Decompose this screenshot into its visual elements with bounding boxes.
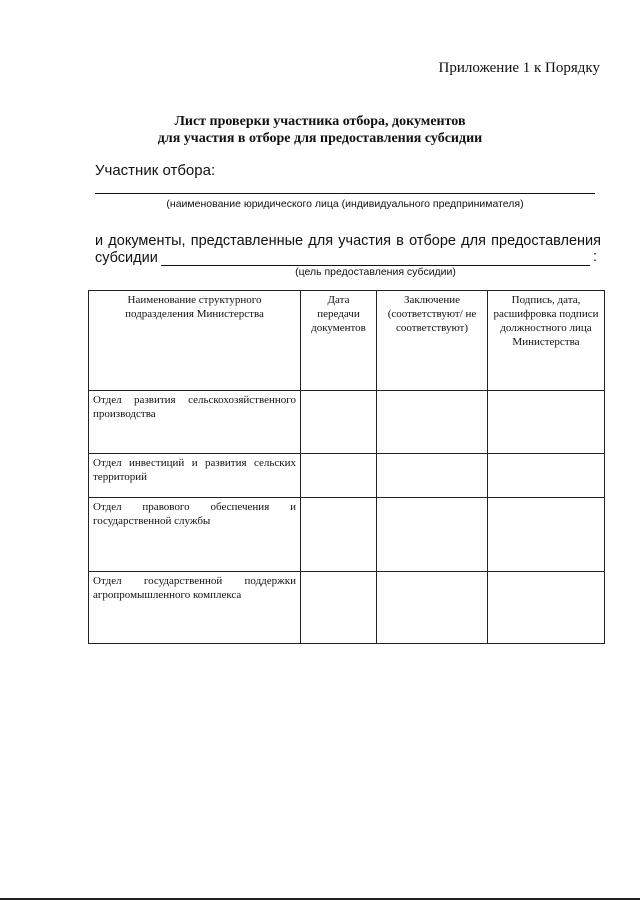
subsidy-caption: (цель предоставления субсидии): [295, 266, 456, 278]
date-cell[interactable]: [301, 572, 377, 644]
conclusion-cell[interactable]: [377, 498, 488, 572]
table-header-row: [89, 291, 605, 391]
table-row: [89, 572, 605, 644]
table-row: [89, 498, 605, 572]
page-bottom-border: [0, 898, 640, 900]
date-cell[interactable]: [301, 498, 377, 572]
document-title-line-1: Лист проверки участника отбора, документов: [174, 114, 466, 129]
signature-cell[interactable]: [488, 454, 605, 498]
signature-cell[interactable]: [488, 391, 605, 454]
conclusion-cell[interactable]: [377, 572, 488, 644]
participant-name-line[interactable]: [95, 193, 595, 194]
header-signature: Подпись, дата, расшифровка подписи должностного лица Министерства: [488, 291, 605, 391]
conclusion-cell[interactable]: [377, 454, 488, 498]
table-row: [89, 391, 605, 454]
subsidy-colon: :: [593, 249, 598, 265]
date-cell[interactable]: [301, 391, 377, 454]
participant-caption: (наименование юридического лица (индивидуального предпринимателя): [166, 198, 524, 210]
table-row: [89, 454, 605, 498]
department-cell: Отдел государственной поддержки агропромышленного комплекса: [89, 572, 301, 644]
check-table: [88, 290, 605, 644]
header-transfer-date: Дата передачи документов: [301, 291, 377, 391]
participant-label: Участник отбора:: [95, 162, 216, 179]
department-cell: Отдел правового обеспечения и государственной службы: [89, 498, 301, 572]
signature-cell[interactable]: [488, 572, 605, 644]
document-title-line-2: для участия в отборе для предоставления субсидии: [157, 131, 483, 146]
signature-cell[interactable]: [488, 498, 605, 572]
department-cell: Отдел инвестиций и развития сельских территорий: [89, 454, 301, 498]
date-cell[interactable]: [301, 454, 377, 498]
department-cell: Отдел развития сельскохозяйственного производства: [89, 391, 301, 454]
subsidy-label: субсидии: [95, 250, 158, 266]
header-conclusion: Заключение (соответствуют/ не соответствуют): [377, 291, 488, 391]
header-department: Наименование структурного подразделения Министерства: [89, 291, 301, 391]
conclusion-cell[interactable]: [377, 391, 488, 454]
documents-text: и документы, представленные для участия в отборе для предоставления: [95, 233, 601, 249]
appendix-note: Приложение 1 к Порядку: [438, 60, 600, 76]
